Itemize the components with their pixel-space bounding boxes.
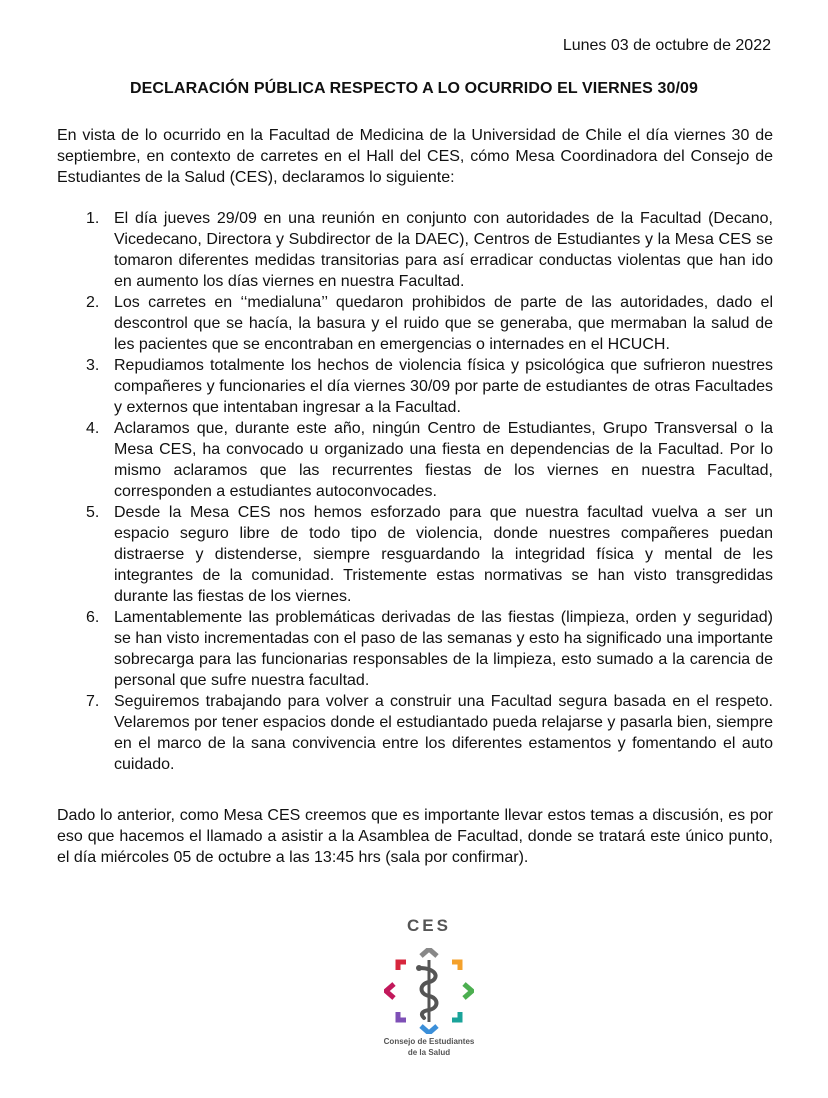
chevron-teal-icon: [452, 1012, 460, 1020]
document-title: DECLARACIÓN PÚBLICA RESPECTO A LO OCURRIDO EL VIERNES 30/09: [129, 80, 699, 97]
chevron-gray-icon: [421, 949, 437, 956]
chevron-orange-icon: [452, 962, 460, 970]
intro-paragraph: En vista de lo ocurrido en la Facultad de Medicina de la Universidad de Chile el día viernes 30 de septiembre, en contexto de carretes en el Hall del CES, cómo Mesa Coordinadora del Consejo de Estudiantes de la Salud (CES), declaramos lo siguiente:: [57, 127, 773, 186]
chevron-red-icon: [398, 962, 406, 970]
caduceus-emblem-icon: [384, 948, 474, 1034]
list-item: 5. Desde la Mesa CES nos hemos esforzado para que nuestra facultad vuelva a ser un espacio seguro libre de todo tipo de violencia, donde nuestres compañeres puedan distraerse y distenderse, siempre resguardando la integridad física y mental de les integrantes de la comunidad. Tristemente estas normativas se han visto transgredidas durante las fiestas de los viernes.: [86, 504, 773, 605]
document-date: Lunes 03 de octubre de 2022: [562, 37, 771, 54]
chevron-blue-icon: [421, 1026, 437, 1033]
list-item: 2. Los carretes en ‘‘medialuna’’ quedaron prohibidos de parte de las autoridades, dado el descontrol que se hacía, la basura y el ruido que se generaba, que mermaban la salud de les pacientes que se encontraban en emergencias o internades en el HCUCH.: [86, 294, 773, 353]
logo-caption: Consejo de Estudiantes de la Salud: [383, 1037, 475, 1057]
list-item: 1. El día jueves 29/09 en una reunión en conjunto con autoridades de la Facultad (Decano, Vicedecano, Directora y Subdirector de la DAEC), Centros de Estudiantes y la Mesa CES se tomaron diferentes medidas transitorias para así erradicar conductas violentas que han ido en aumento los días viernes en nuestra Facultad.: [86, 210, 773, 290]
list-item: 6. Lamentablemente las problemáticas derivadas de las fiestas (limpieza, orden y seguridad) se han visto incrementadas con el paso de las semanas y esto ha significado una importante sobrecarga para las funcionarias responsables de la limpieza, esto sumado a la carencia de personal que sufre nuestra facultad.: [86, 609, 773, 689]
list-item: 7. Seguiremos trabajando para volver a construir una Facultad segura basada en el respeto. Velaremos por tener espacios donde el estudiantado pueda relajarse y pasarla bien, siempre en el marco de la sana convivencia entre los diferentes estamentos y fomentando el auto cuidado.: [86, 693, 773, 773]
list-item: 3. Repudiamos totalmente los hechos de violencia física y psicológica que sufrieron nuestres compañeres y funcionaries el día viernes 30/09 por parte de estudiantes de otras Facultades y externos que intentaban ingresar a la Facultad.: [86, 357, 773, 416]
chevron-purple-icon: [398, 1012, 406, 1020]
logo-title: CES: [407, 916, 451, 935]
list-item: 4. Aclaramos que, durante este año, ningún Centro de Estudiantes, Grupo Transversal o la Mesa CES, ha convocado u organizado una fiesta en dependencias de la Facultad. Por lo mismo aclaramos que las recurrentes fiestas de los viernes en nuestra Facultad, corresponden a estudiantes autoconvocades.: [86, 420, 773, 500]
points-list: [57, 208, 773, 775]
chevron-magenta-icon: [386, 984, 394, 998]
closing-paragraph: Dado lo anterior, como Mesa CES creemos que es importante llevar estos temas a discusión, es por eso que hacemos el llamado a asistir a la Asamblea de Facultad, donde se tratará este único punto, el día miércoles 05 de octubre a las 13:45 hrs (sala por confirmar).: [57, 807, 773, 866]
chevron-green-icon: [464, 984, 472, 998]
ces-logo: [370, 912, 488, 1062]
